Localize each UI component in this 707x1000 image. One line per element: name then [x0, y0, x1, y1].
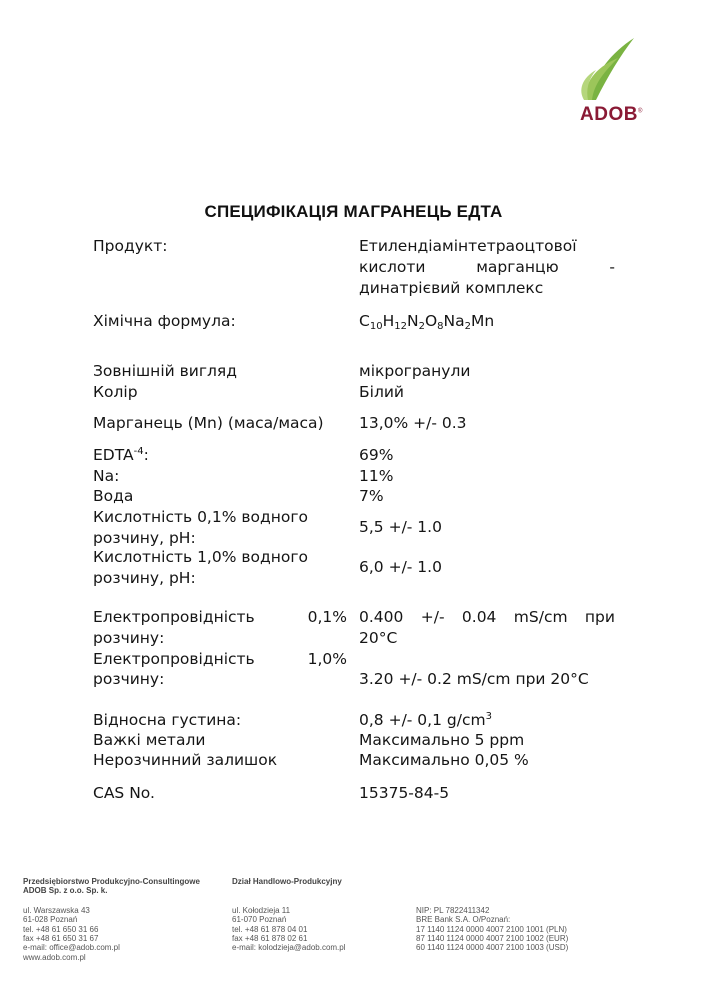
- color-label: Колір: [93, 383, 138, 401]
- manganese-label: Марганець (Mn) (маса/маса): [93, 414, 324, 432]
- logo-wordmark: ADOB®: [580, 104, 643, 125]
- density-label: Відносна густина:: [93, 711, 242, 729]
- formula-label: Хімічна формула:: [93, 312, 236, 330]
- product-value-line3: динатрієвий комплекс: [359, 279, 544, 297]
- na-value: 11%: [359, 467, 394, 485]
- cond10-label-line2: розчину:: [93, 670, 165, 688]
- residue-value: Максимально 0,05 %: [359, 751, 529, 769]
- water-label: Вода: [93, 487, 134, 505]
- color-value: Білий: [359, 383, 404, 401]
- ph10-label-line2: розчину, pH:: [93, 569, 196, 587]
- page-title: СПЕЦИФІКАЦІЯ МАГРАНЕЦЬ ЕДТА: [204, 202, 503, 221]
- ph10-label-line1: Кислотність 1,0% водного: [93, 548, 308, 566]
- product-value-line1: Етилендіамінтетраоцтової: [359, 237, 577, 255]
- cond01-value-line2: 20°C: [359, 629, 398, 647]
- ph01-label-line1: Кислотність 0,1% водного: [93, 508, 308, 526]
- metals-value: Максимально 5 ppm: [359, 731, 525, 749]
- edta-label: $EDTA^{-4}$:: [93, 446, 149, 464]
- water-value: 7%: [359, 487, 384, 505]
- cond10-label-line1: Електропровідність 1,0%: [93, 650, 347, 668]
- ph01-label-line2: розчину, pH:: [93, 529, 196, 547]
- ph01-value: 5,5 +/- 1.0: [359, 518, 442, 536]
- product-label: Продукт:: [93, 237, 168, 255]
- na-label: Na:: [93, 467, 120, 485]
- appearance-value: мікрогранули: [359, 362, 471, 380]
- residue-label: Нерозчинний залишок: [93, 751, 278, 769]
- appearance-label: Зовнішній вигляд: [93, 362, 237, 380]
- company-logo: [574, 34, 644, 134]
- leaf-logo-icon: [574, 34, 644, 104]
- edta-value: 69%: [359, 446, 394, 464]
- footer-company-column: Przedsiębiorstwo Produkcyjno-Consultingowe ADOB Sp. z o.o. Sp. k. ul. Warszawska 43 61-028 Poznań tel. +48 61 650 31 66 fax +48 61 650 31 67 e-mail: office@adob.com.pl www.adob.com.pl: [23, 877, 200, 962]
- metals-label: Важкі метали: [93, 731, 206, 749]
- footer-bank-column: NIP: PL 7822411342 BRE Bank S.A. O/Poznań: 17 1140 1124 0000 4007 2100 1001 (PLN) 87 1140 1124 0000 4007 2100 1002 (EUR) 60 1140 1124 0000 4007 2100 1003 (USD): [416, 905, 569, 953]
- density-value: 0,8 +/- 0,1 $g/cm^3$: [359, 711, 492, 729]
- cond01-value-line1: 0.400 +/- 0.04 mS/cm при: [359, 608, 615, 626]
- ph10-value: 6,0 +/- 1.0: [359, 558, 442, 576]
- cas-value: 15375-84-5: [359, 784, 450, 802]
- formula-value: $C_{10}H_{12}N_2O_8Na_2Mn$: [359, 312, 495, 332]
- cas-label: CAS No.: [93, 784, 155, 802]
- manganese-value: 13,0% +/- 0.3: [359, 414, 467, 432]
- product-value-line2: кислоти марганцю -: [359, 258, 615, 276]
- cond01-label-line2: розчину:: [93, 629, 165, 647]
- cond10-value: 3.20 +/- 0.2 mS/cm при 20°C: [359, 670, 589, 688]
- footer-sales-column: Dział Handlowo-Produkcyjny ul. Kołodzieja 11 61-070 Poznań tel. +48 61 878 04 01 fax +48 61 878 02 61 e-mail: kolodzieja@adob.com.pl: [232, 877, 346, 953]
- cond01-label-line1: Електропровідність 0,1%: [93, 608, 347, 626]
